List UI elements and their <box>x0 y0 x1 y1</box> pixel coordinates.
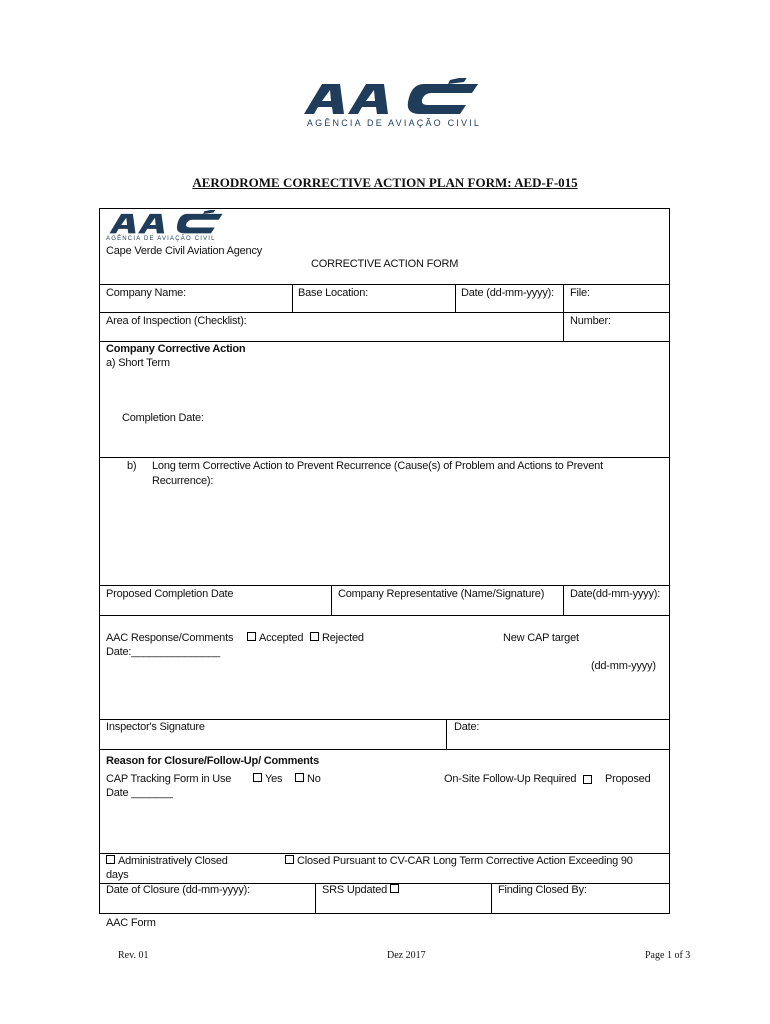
admin-closed-option[interactable] <box>106 855 228 867</box>
col-divider <box>446 719 447 749</box>
date-plain-label: Date: <box>454 721 480 733</box>
form-heading: CORRECTIVE ACTION FORM <box>311 258 459 270</box>
inspector-signature-label: Inspector's Signature <box>106 721 205 733</box>
srs-updated-label: SRS Updated <box>322 884 388 896</box>
no-label: No <box>307 773 321 785</box>
long-term-line1: Long term Corrective Action to Prevent Recurrence (Cause(s) of Problem and Actions to Prevent <box>152 460 603 472</box>
row-divider <box>99 719 670 720</box>
reason-closure-heading: Reason for Closure/Follow-Up/ Comments <box>106 755 320 767</box>
number-label: Number: <box>570 315 611 327</box>
row-divider <box>99 457 670 458</box>
admin-closed-label: Administratively Closed <box>118 855 228 867</box>
short-term-label: a) Short Term <box>106 357 170 369</box>
onsite-followup-checkbox[interactable] <box>583 775 592 784</box>
row-divider <box>99 749 670 750</box>
days-label: days <box>106 869 129 881</box>
header-logo <box>300 78 485 134</box>
col-divider <box>455 284 456 312</box>
srs-updated-option[interactable] <box>322 884 402 896</box>
closed-pursuant-label: Closed Pursuant to CV-CAR Long Term Corrective Action Exceeding 90 <box>297 855 633 867</box>
proposed-completion-label: Proposed Completion Date <box>106 588 234 600</box>
company-name-label: Company Name: <box>106 287 186 299</box>
base-location-label: Base Location: <box>298 287 368 299</box>
row-divider <box>99 585 670 586</box>
area-inspection-label: Area of Inspection (Checklist): <box>106 315 247 327</box>
col-divider <box>315 883 316 914</box>
rejected-label: Rejected <box>322 632 364 644</box>
box-logo-tagline: AGÊNCIA DE AVIAÇÃO CIVIL <box>106 236 216 242</box>
date-blank-field: Date:_______________ <box>106 646 221 658</box>
finding-closed-label: Finding Closed By: <box>498 884 587 896</box>
footer-page: Page 1 of 3 <box>645 950 691 961</box>
aac-small-logo-mark <box>106 210 228 236</box>
no-option[interactable] <box>295 773 321 785</box>
closed-pursuant-option[interactable] <box>285 855 633 867</box>
col-divider <box>331 585 332 615</box>
row-divider <box>99 341 670 342</box>
yes-option[interactable] <box>253 773 282 785</box>
agency-name: Cape Verde Civil Aviation Agency <box>106 245 263 257</box>
col-divider <box>563 585 564 615</box>
row-divider <box>99 615 670 616</box>
onsite-followup-label: On-Site Follow-Up Required <box>444 773 577 785</box>
accepted-checkbox[interactable] <box>247 632 256 641</box>
accepted-option[interactable] <box>247 632 303 644</box>
col-divider <box>491 883 492 914</box>
company-corrective-action-heading: Company Corrective Action <box>106 343 246 355</box>
new-cap-target-label: New CAP target <box>503 632 579 644</box>
form-title: AERODROME CORRECTIVE ACTION PLAN FORM: AED-F-015 <box>192 175 578 190</box>
date-of-closure-label: Date of Closure (dd-mm-yyyy): <box>106 884 250 896</box>
dd-mm-yyyy-label: (dd-mm-yyyy) <box>591 660 656 672</box>
closed-pursuant-checkbox[interactable] <box>285 855 294 864</box>
footer-rev: Rev. 01 <box>118 950 149 961</box>
cap-tracking-label: CAP Tracking Form in Use <box>106 773 232 785</box>
aac-form-label: AAC Form <box>106 917 156 929</box>
col-divider <box>292 284 293 312</box>
footer-date: Dez 2017 <box>387 950 426 961</box>
accepted-label: Accepted <box>259 632 304 644</box>
rejected-checkbox[interactable] <box>310 632 319 641</box>
company-rep-label: Company Representative (Name/Signature) <box>338 588 545 600</box>
srs-updated-checkbox[interactable] <box>390 884 399 893</box>
long-term-marker: b) <box>127 460 137 472</box>
row-divider <box>99 853 670 854</box>
row-divider <box>99 284 670 285</box>
admin-closed-checkbox[interactable] <box>106 855 115 864</box>
aac-response-label: AAC Response/Comments <box>106 632 234 644</box>
proposed-label: Proposed <box>605 773 651 785</box>
file-label: File: <box>570 287 590 299</box>
row-divider <box>99 312 670 313</box>
rejected-option[interactable] <box>310 632 364 644</box>
form-box <box>99 208 670 914</box>
date-dd-label: Date(dd-mm-yyyy): <box>570 588 661 600</box>
date-underscore-field: Date _______ <box>106 787 173 799</box>
yes-checkbox[interactable] <box>253 773 262 782</box>
no-checkbox[interactable] <box>295 773 304 782</box>
logo-tagline: AGÊNCIA DE AVIAÇÃO CIVIL <box>306 118 482 128</box>
date-label: Date (dd-mm-yyyy): <box>461 287 554 299</box>
box-logo <box>106 210 228 244</box>
completion-date-label: Completion Date: <box>122 412 204 424</box>
long-term-line2: Recurrence): <box>152 475 214 487</box>
yes-label: Yes <box>265 773 283 785</box>
